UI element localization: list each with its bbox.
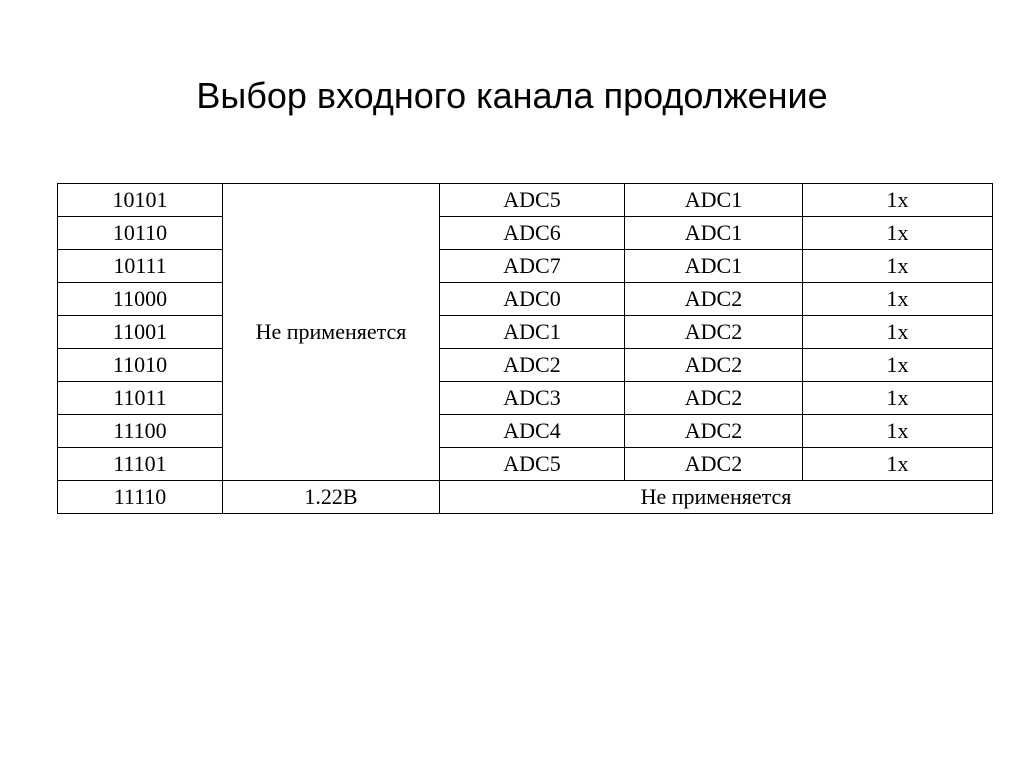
negative-input-cell: ADC1 — [625, 250, 803, 283]
mux-cell: 11100 — [58, 415, 223, 448]
gain-cell: 1x — [803, 217, 993, 250]
gain-cell: 1x — [803, 349, 993, 382]
table-row — [58, 349, 993, 382]
mux-cell: 11001 — [58, 316, 223, 349]
slide-title: Выбор входного канала продолжение — [196, 75, 828, 116]
table-row — [58, 415, 993, 448]
table-row — [58, 217, 993, 250]
table-row-last — [58, 481, 993, 514]
mux-cell: 11101 — [58, 448, 223, 481]
positive-input-cell: ADC6 — [440, 217, 625, 250]
positive-input-cell: ADC1 — [440, 316, 625, 349]
table-row — [58, 184, 993, 217]
gain-cell: 1x — [803, 448, 993, 481]
gain-cell: 1x — [803, 184, 993, 217]
positive-input-cell: ADC2 — [440, 349, 625, 382]
table-row — [58, 250, 993, 283]
table-row — [58, 283, 993, 316]
negative-input-cell: ADC2 — [625, 283, 803, 316]
mux-cell: 10110 — [58, 217, 223, 250]
mux-cell: 11011 — [58, 382, 223, 415]
gain-cell: 1x — [803, 283, 993, 316]
mux-cell: 10111 — [58, 250, 223, 283]
positive-input-cell: ADC3 — [440, 382, 625, 415]
positive-input-cell: ADC4 — [440, 415, 625, 448]
differential-merged-cell: Не применяется — [440, 481, 993, 514]
mux-cell: 11010 — [58, 349, 223, 382]
negative-input-cell: ADC2 — [625, 415, 803, 448]
gain-cell: 1x — [803, 250, 993, 283]
positive-input-cell: ADC0 — [440, 283, 625, 316]
mux-cell: 10101 — [58, 184, 223, 217]
mux-cell: 11110 — [58, 481, 223, 514]
negative-input-cell: ADC1 — [625, 184, 803, 217]
single-ended-cell: 1.22В — [223, 481, 440, 514]
negative-input-cell: ADC2 — [625, 349, 803, 382]
table-row — [58, 382, 993, 415]
negative-input-cell: ADC2 — [625, 316, 803, 349]
gain-cell: 1x — [803, 316, 993, 349]
positive-input-cell: ADC5 — [440, 184, 625, 217]
mux-cell: 11000 — [58, 283, 223, 316]
table-row — [58, 448, 993, 481]
negative-input-cell: ADC2 — [625, 448, 803, 481]
negative-input-cell: ADC1 — [625, 217, 803, 250]
gain-cell: 1x — [803, 415, 993, 448]
gain-cell: 1x — [803, 382, 993, 415]
single-ended-merged-cell: Не применяется — [223, 184, 440, 481]
positive-input-cell: ADC5 — [440, 448, 625, 481]
table-row — [58, 316, 993, 349]
positive-input-cell: ADC7 — [440, 250, 625, 283]
channel-table — [57, 183, 993, 514]
negative-input-cell: ADC2 — [625, 382, 803, 415]
